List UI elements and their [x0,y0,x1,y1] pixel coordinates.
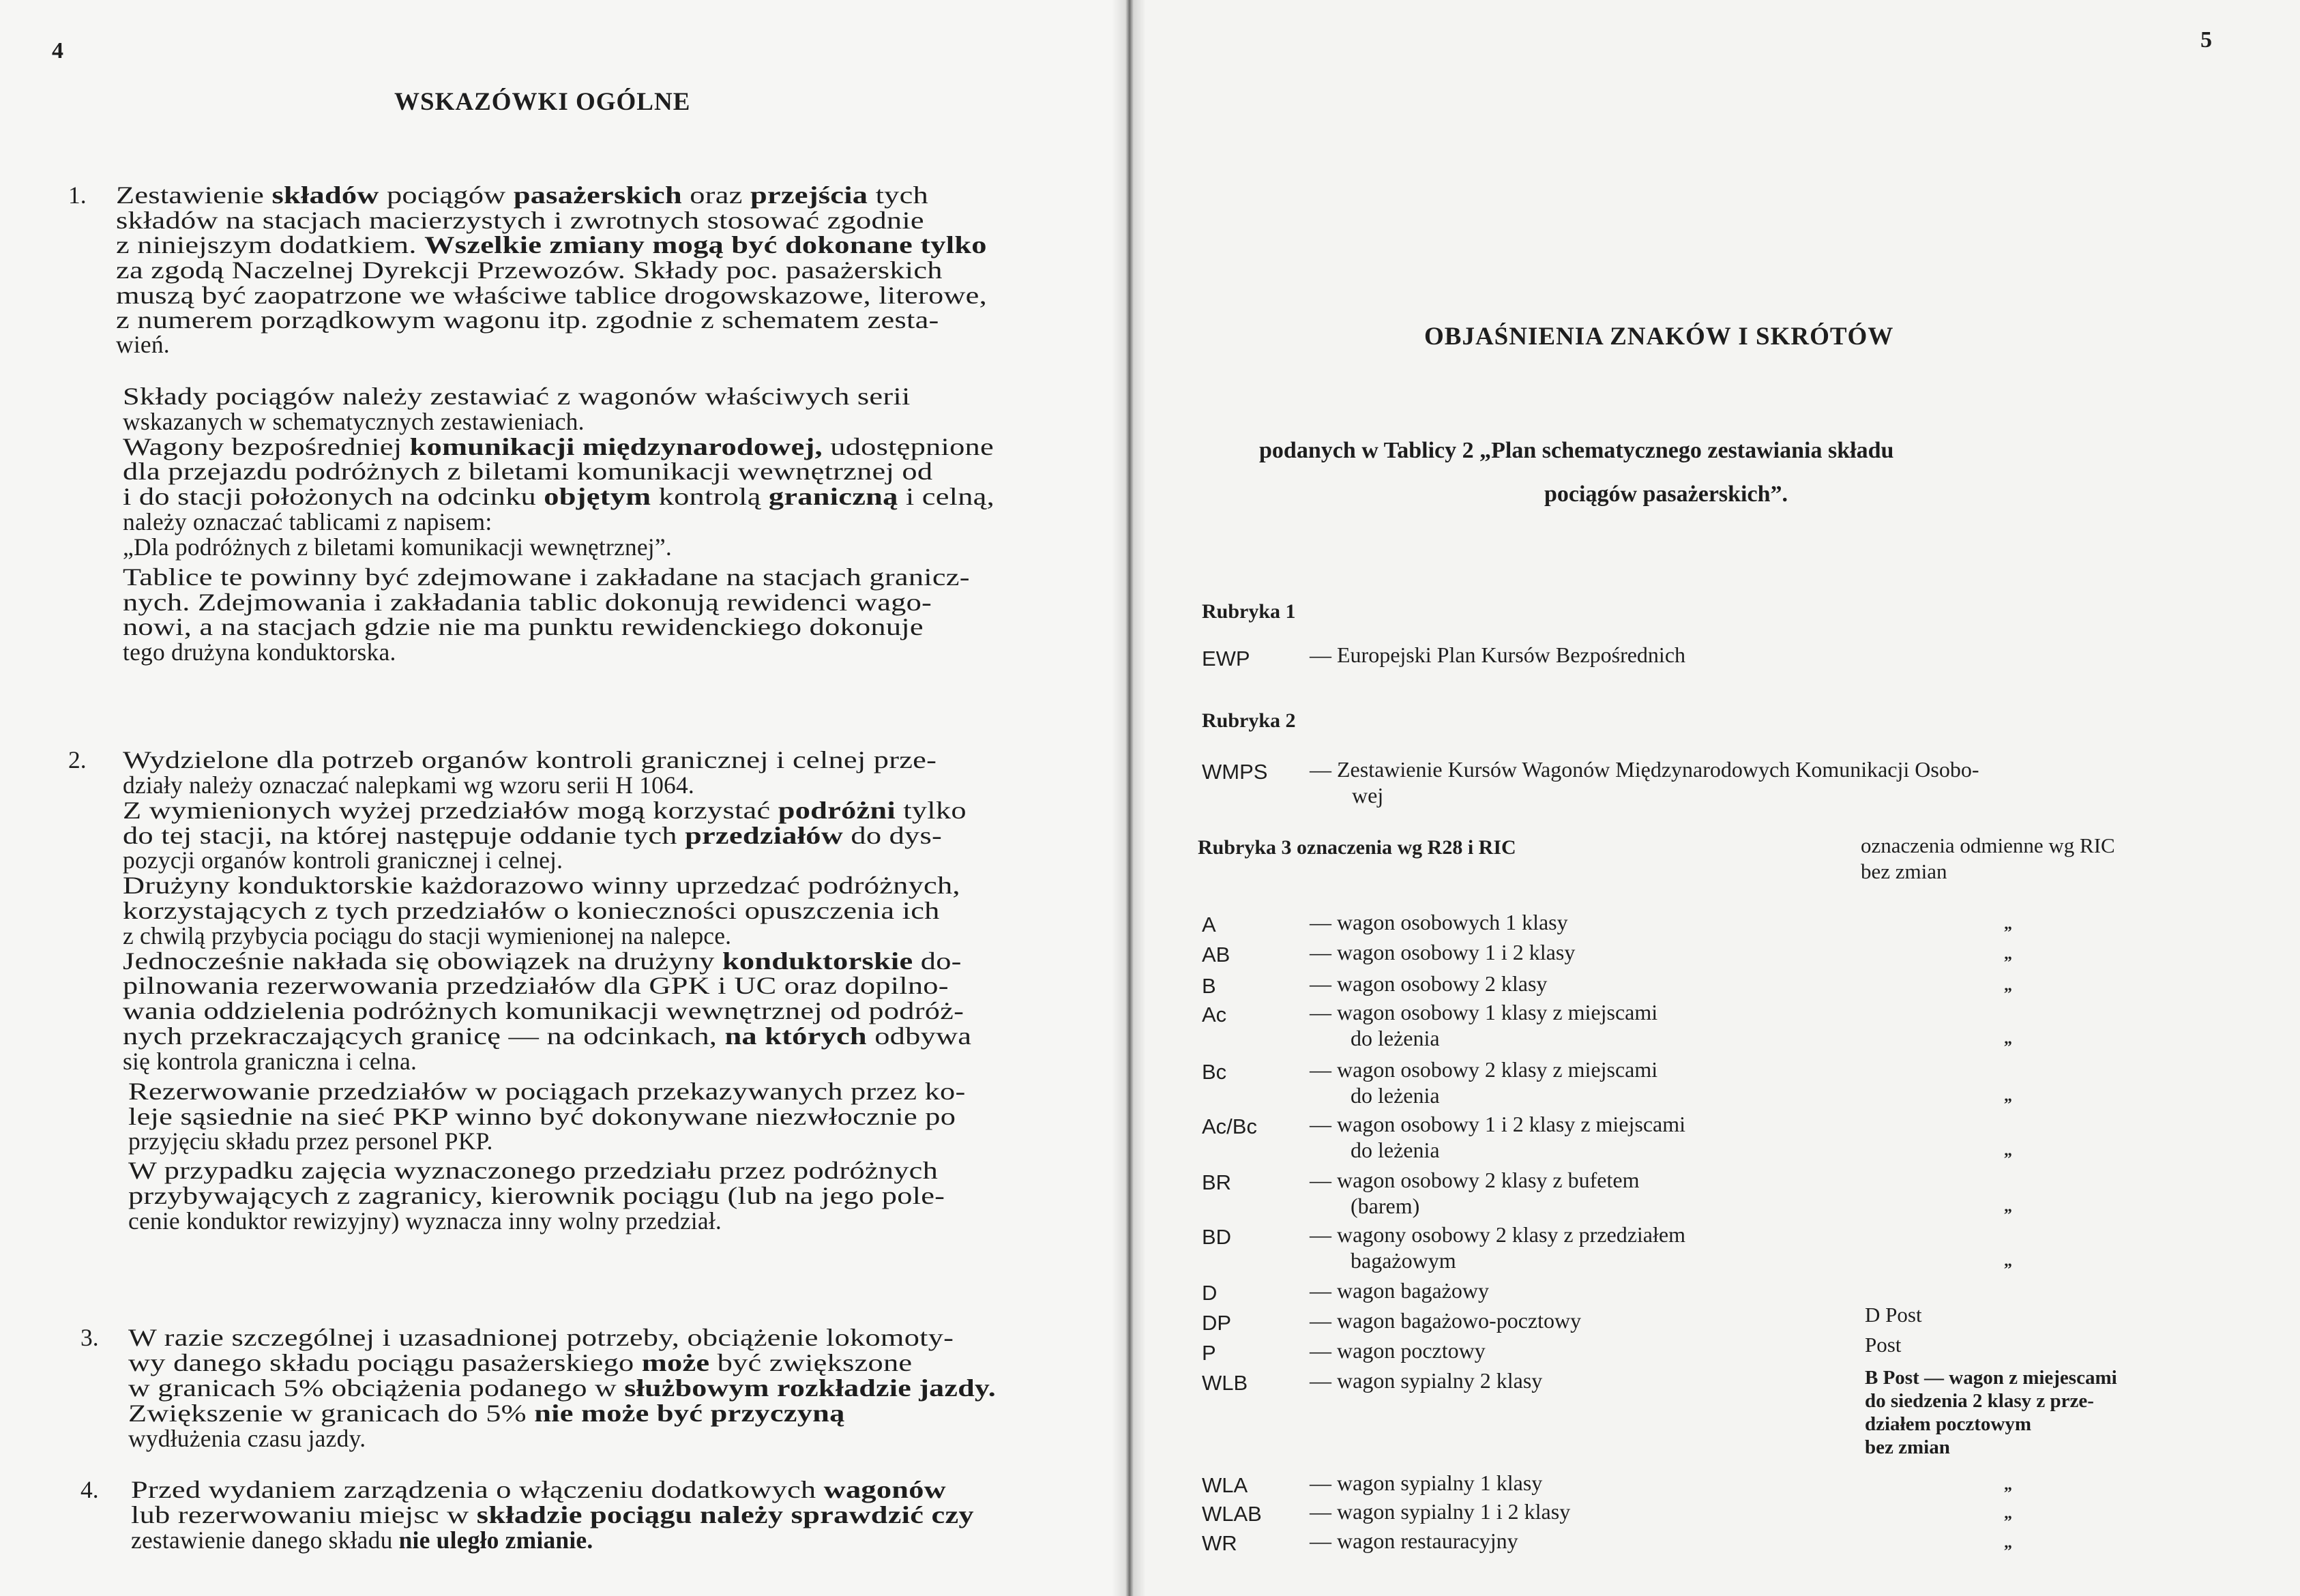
text-segment: z chwilą przybycia pociągu do stacji wymienionej na nalepce. [123,922,732,949]
row-ric: bez zmian [1865,1436,1950,1458]
text-segment: Wszelkie zmiany mogą być dokonane tylko [424,231,987,258]
text-segment: nie może być przyczyną [534,1400,845,1427]
text-line [116,306,939,334]
text-segment: przejścia [750,181,868,209]
text-segment: do dys- [843,822,943,849]
text-segment: Składy pociągów należy zestawiać z wagonów właściwych serii [123,383,911,410]
text-segment: cenie konduktor rewizyjny) wyznacza inny wolny przedział. [128,1207,722,1235]
text-segment: Wagony bezpośredniej [123,433,410,460]
text-segment: w granicach 5% obciążenia podanego w [128,1374,625,1402]
text-segment: pozycji organów kontroli granicznej i celnej. [123,846,563,874]
row-desc-cont: do leżenia [1351,1026,1440,1050]
abbr-wmps: WMPS [1202,760,1268,784]
text-line [128,1127,493,1155]
text-line [123,846,563,874]
text-segment: być zwiększone [709,1349,913,1376]
row-desc: — wagon sypialny 1 klasy [1310,1471,1543,1495]
row-ric: D Post [1865,1303,1922,1327]
text-segment: Przed wydaniem zarządzenia o włączeniu dodatkowych [131,1476,824,1503]
row-abbr: BD [1202,1225,1232,1249]
text-segment: wskazanych w schematycznych zestawieniach. [123,408,585,435]
row-abbr: WLA [1202,1473,1248,1497]
text-line [123,771,694,799]
text-segment: Rezerwowanie przedziałów w pociągach przekazywanych przez ko- [128,1078,966,1105]
text-segment: do- [913,947,962,975]
ric-header-1: oznaczenia odmienne wg RIC [1861,833,2115,857]
text-segment: Z wymienionych wyżej przedziałów mogą korzystać [123,797,778,824]
row-desc: — wagon bagażowy [1310,1278,1490,1303]
text-segment: W przypadku zajęcia wyznaczonego przedziału przez podróżnych [128,1157,939,1184]
text-segment: Jednocześnie nakłada się obowiązek na drużyny [123,947,722,975]
row-abbr: BR [1202,1170,1232,1194]
rubryka-2-label: Rubryka 2 [1202,709,1296,732]
ditto-mark: „ [2004,915,2012,933]
row-abbr: DP [1202,1311,1232,1335]
text-segment: konduktorskie [722,947,913,975]
ditto-mark: „ [2004,1142,2012,1159]
text-line [123,1047,417,1076]
row-desc: — wagon osobowy 1 klasy z miejscami [1310,1000,1658,1024]
text-line [131,1475,946,1504]
text-segment: nowi, a na stacjach gdzie nie ma punktu rewidenckiego dokonuje [123,613,924,640]
row-desc-cont: do leżenia [1351,1083,1440,1108]
text-segment: Tablice te powinny być zdejmowane i zakładane na stacjach granicz- [123,563,970,591]
row-abbr: B [1202,974,1216,998]
text-line [123,745,937,774]
page-title-right: OBJAŚNIENIA ZNAKÓW I SKRÓTÓW [1424,323,1894,351]
desc-wmps-2: wej [1352,783,1384,808]
abbr-ewp: EWP [1202,647,1250,670]
text-line [128,1156,938,1185]
text-line [128,1374,996,1402]
text-line [131,1526,593,1554]
row-ric: B Post — wagon z miejescami [1865,1367,2117,1389]
text-line [123,796,967,825]
text-segment: z niniejszym dodatkiem. [116,231,425,258]
text-line [116,330,170,359]
text-line [123,971,949,1000]
row-desc: — wagon osobowy 1 i 2 klasy z miejscami [1310,1112,1686,1136]
text-segment: objętym [544,483,651,510]
row-desc: — wagon bagażowo-pocztowy [1310,1308,1582,1333]
row-abbr: Ac [1202,1003,1227,1026]
page-number-left: 4 [52,38,63,63]
text-segment: leje sąsiednie na sieć PKP winno być dokonywane niezwłocznie po [128,1103,956,1130]
paragraph-number: 2. [68,746,87,773]
text-segment: wydłużenia czasu jazdy. [128,1425,366,1452]
ditto-mark: „ [2004,1476,2012,1494]
row-abbr: D [1202,1281,1218,1305]
row-desc-cont: bagażowym [1351,1248,1456,1273]
row-desc: — wagon osobowych 1 klasy [1310,910,1568,934]
page-number-right: 5 [2200,27,2212,53]
ditto-mark: „ [2004,945,2012,963]
ditto-mark: „ [2004,977,2012,994]
text-segment: do tej stacji, na której następuje oddanie tych [123,822,685,849]
ditto-mark: „ [2004,1030,2012,1048]
row-desc: — wagon osobowy 2 klasy z miejscami [1310,1057,1658,1082]
row-desc: — wagon osobowy 2 klasy [1310,971,1548,996]
text-segment: pilnowania rezerwowania przedziałów dla GPK i UC oraz dopilno- [123,972,949,999]
text-segment: udostępnione [822,433,994,460]
ditto-mark: „ [2004,1252,2012,1270]
text-segment: przyjęciu składu przez personel PKP. [128,1127,493,1155]
row-desc: — wagon restauracyjny [1310,1528,1518,1553]
row-desc: — wagon osobowy 2 klasy z bufetem [1310,1168,1640,1192]
subtitle-line-1: podanych w Tablicy 2 „Plan schematycznego zestawiania składu [1259,438,1894,463]
text-segment: Zestawienie [116,181,272,209]
paragraph-number: 1. [68,181,87,209]
text-line [123,638,396,666]
text-segment: przybywających z zagranicy, kierownik pociągu (lub na jego pole- [128,1182,945,1209]
paragraph-number: 3. [80,1324,99,1351]
row-abbr: AB [1202,943,1230,966]
row-abbr: A [1202,913,1216,936]
text-segment: wy danego składu pociągu pasażerskiego [128,1349,642,1376]
rubryka-3-label: Rubryka 3 oznaczenia wg R28 i RIC [1198,836,1516,859]
text-line [128,1399,845,1428]
text-segment: składów na stacjach macierzystych i zwrotnych stosować zgodnie [116,207,924,234]
text-segment: wagonów [823,1476,946,1503]
rubryka-1-label: Rubryka 1 [1202,600,1296,623]
text-segment: Wydzielone dla potrzeb organów kontroli granicznej i celnej prze- [123,746,937,773]
text-line [131,1501,974,1529]
row-desc: — wagon sypialny 1 i 2 klasy [1310,1499,1571,1524]
text-line [128,1424,366,1453]
text-segment: zestawienie danego składu [131,1526,399,1554]
row-ric: do siedzenia 2 klasy z prze- [1865,1390,2094,1412]
text-segment: działy należy oznaczać nalepkami wg wzoru serii H 1064. [123,771,695,799]
row-desc-cont: do leżenia [1351,1138,1440,1162]
subtitle-line-2: pociągów pasażerskich”. [1544,482,1788,507]
text-segment: „Dla podróżnych z biletami komunikacji wewnętrznej”. [123,533,672,561]
text-segment: przedziałów [685,822,844,849]
row-ric: Post [1865,1333,1902,1357]
text-segment: za zgodą Naczelnej Dyrekcji Przewozów. Składy poc. pasażerskich [116,256,943,284]
text-line [128,1077,966,1106]
text-segment: wania oddzielenia podróżnych komunikacji wewnętrznej od podróż- [123,997,964,1024]
text-segment: należy oznaczać tablicami z napisem: [123,508,492,535]
row-abbr: P [1202,1341,1216,1365]
row-abbr: Bc [1202,1060,1227,1084]
text-segment: na których [724,1022,867,1050]
text-segment: tylko [895,797,967,824]
text-line [116,256,943,284]
text-segment: wień. [116,331,170,358]
text-line [123,996,964,1025]
text-segment: nych przekraczających granicę — na odcinkach, [123,1022,725,1050]
text-line [123,407,585,436]
row-desc: — wagon osobowy 1 i 2 klasy [1310,940,1576,964]
text-segment: i do stacji położonych na odcinku [123,483,544,510]
text-segment: dla przejazdu podróżnych z biletami komunikacji wewnętrznej od [123,458,933,485]
text-segment: komunikacji międzynarodowej, [409,433,823,460]
text-segment: Zwiększenie w granicach do 5% [128,1400,535,1427]
text-line [123,482,994,511]
text-line [123,507,492,536]
right-page [1129,0,2300,1596]
row-desc-cont: (barem) [1351,1194,1420,1218]
text-segment: nych. Zdejmowania i zakładania tablic dokonują rewidenci wago- [123,589,932,616]
text-line [128,1207,722,1235]
text-segment: odbywa [866,1022,972,1050]
text-segment: lub rezerwowaniu miejsc w [131,1501,477,1528]
text-segment: podróżni [778,797,896,824]
row-desc: — wagony osobowy 2 klasy z przedziałem [1310,1222,1685,1247]
page-title-left: WSKAZÓWKI OGÓLNE [394,88,691,116]
row-desc: — wagon pocztowy [1310,1338,1486,1363]
text-segment: pasażerskich [513,181,682,209]
ditto-mark: „ [2004,1198,2012,1215]
text-segment: z numerem porządkowym wagonu itp. zgodnie z schematem zesta- [116,306,939,334]
row-abbr: WLB [1202,1371,1248,1395]
text-segment: Drużyny konduktorskie każdorazowo winny uprzedzać podróżnych, [123,872,960,899]
row-abbr: WR [1202,1531,1237,1555]
text-line [123,457,932,486]
text-segment: muszą być zaopatrzone we właściwe tablice drogowskazowe, literowe, [116,282,987,309]
desc-ewp: — Europejski Plan Kursów Bezpośrednich [1310,642,1686,667]
book-gutter [1112,0,1146,1596]
row-ric: działem pocztowym [1865,1413,2032,1435]
text-segment: składów [271,181,379,209]
text-segment: tych [868,181,928,209]
text-segment: się kontrola graniczna i celna. [123,1048,417,1075]
text-segment: nie uległo zmianie. [398,1526,593,1554]
ditto-mark: „ [2004,1505,2012,1522]
text-segment: może [641,1349,710,1376]
ric-header-2: bez zmian [1861,859,1947,883]
ditto-mark: „ [2004,1534,2012,1552]
text-segment: korzystających z tych przedziałów o konieczności opuszczenia ich [123,897,940,924]
text-segment: kontrolą [651,483,769,510]
row-abbr: WLAB [1202,1502,1262,1526]
text-segment: służbowym rozkładzie jazdy. [624,1374,996,1402]
text-segment: graniczną [768,483,898,510]
ditto-mark: „ [2004,1087,2012,1105]
text-line [128,1181,945,1210]
text-segment: W razie szczególnej i uzasadnionej potrzeby, obciążenie lokomoty- [128,1324,954,1351]
text-line [128,1323,954,1352]
row-abbr: Ac/Bc [1202,1114,1257,1138]
desc-wmps-1: — Zestawienie Kursów Wagonów Międzynarodowych Komunikacji Osobo- [1310,757,1979,782]
row-desc: — wagon sypialny 2 klasy [1310,1368,1543,1393]
text-segment: oraz [681,181,750,209]
text-line [123,871,960,900]
text-line [123,563,970,591]
text-segment: i celną, [898,483,994,510]
paragraph-number: 4. [80,1476,99,1503]
text-line [123,612,924,641]
text-line [123,896,940,925]
text-segment: tego drużyna konduktorska. [123,638,396,666]
text-line [116,181,928,209]
text-line [123,533,672,561]
text-line [128,1348,912,1377]
text-line [116,231,987,259]
text-segment: pociągów [379,181,514,209]
text-line [123,1022,971,1050]
text-line [123,382,911,411]
text-line [123,921,731,950]
text-segment: składzie pociągu należy sprawdzić czy [476,1501,974,1528]
